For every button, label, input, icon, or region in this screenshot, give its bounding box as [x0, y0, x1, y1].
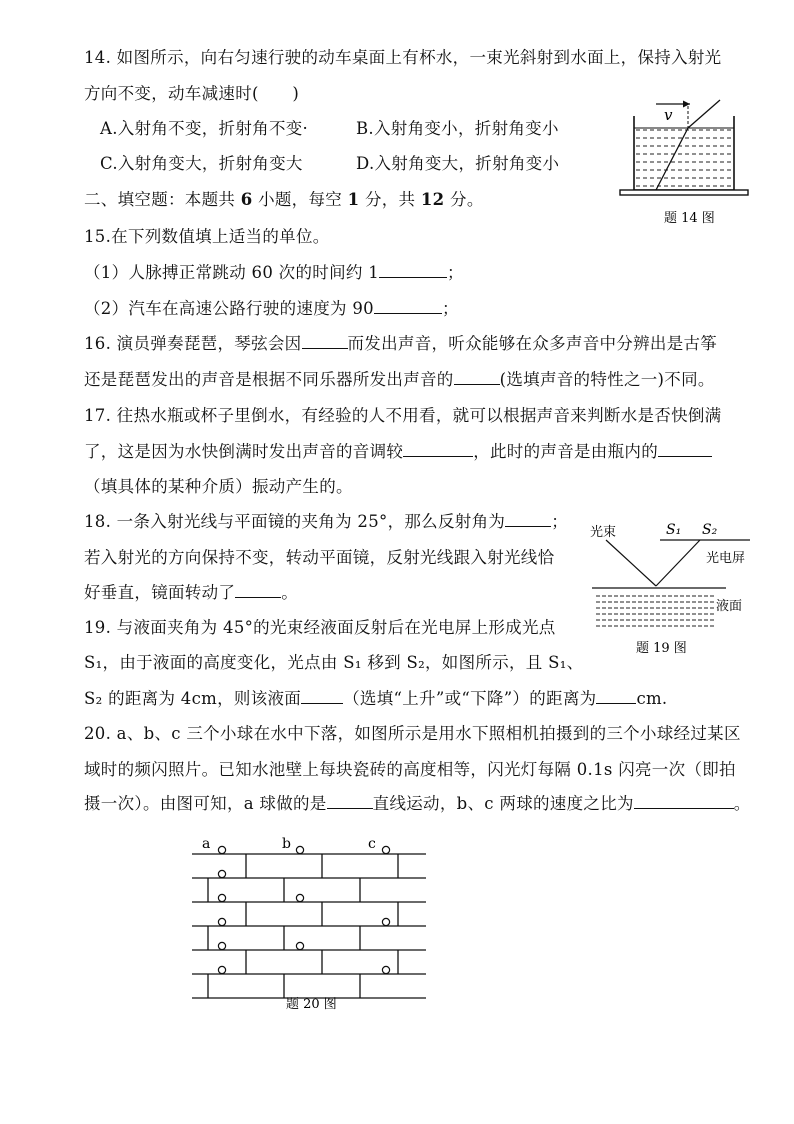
- ball-a: [218, 966, 225, 973]
- q18-text-c-end: 。: [281, 583, 299, 602]
- section-2-mid1: 小题，每空: [258, 190, 343, 209]
- figure-20: [190, 832, 440, 1022]
- ball-a: [218, 918, 225, 925]
- incident-beam: [606, 540, 656, 586]
- q19-text-c: S₂ 的距离为 4cm，则该液面: [84, 689, 302, 708]
- q15-item2-text: （2）汽车在高速公路行驶的速度为 90: [84, 299, 374, 318]
- q18-text-a: 18. 一条入射光线与平面镜的夹角为 25°，那么反射角为: [84, 512, 506, 531]
- q15-title: 15.在下列数值填上适当的单位。: [84, 227, 330, 246]
- figure-19-caption: 题 19 图: [636, 641, 687, 656]
- screen-label: 光电屏: [706, 551, 746, 566]
- q20-text-e: 。: [733, 794, 751, 813]
- section-2-prefix: 二、填空题：本题共: [84, 190, 236, 209]
- q15-item1: [84, 262, 464, 284]
- q18-line3: [84, 582, 298, 604]
- q17-text-c: ，此时的声音是由瓶内的: [473, 442, 659, 461]
- ball-c-label: c: [368, 836, 376, 852]
- tile-wall: [192, 854, 426, 998]
- ball-b: [296, 942, 303, 949]
- q19-blank-2[interactable]: [596, 689, 636, 704]
- q20-text-c: 摄一次）。由图可知，a 球做的是: [84, 794, 327, 813]
- section-2-count: 6: [240, 190, 253, 209]
- ball-a: [218, 870, 225, 877]
- ball-c: [382, 966, 389, 973]
- section-2-points: 1: [347, 190, 360, 209]
- section-2-heading: [84, 189, 484, 211]
- figure-14-caption: 题 14 图: [664, 211, 715, 226]
- q15-item2: [84, 298, 459, 320]
- figure-20-caption: 题 20 图: [286, 997, 337, 1012]
- ball-b: [296, 846, 303, 853]
- q20-text-d: 直线运动，b、c 两球的速度之比为: [372, 794, 634, 813]
- liquid-label: 液面: [716, 599, 743, 614]
- q14-option-c: C.入射角变大，折射角变大: [100, 154, 303, 173]
- section-2-suffix: 分。: [450, 190, 484, 209]
- q16-blank-2[interactable]: [454, 370, 500, 385]
- q16-text-d: (选填声音的特性之一)不同。: [499, 370, 715, 389]
- s2-label: S₂: [702, 522, 718, 538]
- beam-label: 光束: [590, 525, 617, 540]
- q15-blank-1[interactable]: [379, 263, 447, 278]
- ball-b-label: b: [282, 836, 291, 852]
- q17-blank-1[interactable]: [403, 442, 473, 457]
- q19-blank-1[interactable]: [301, 689, 343, 704]
- q17-line3: （填具体的某种介质）振动产生的。: [84, 477, 353, 496]
- q15-item1-end: ；: [447, 263, 464, 282]
- q16-line2: [84, 369, 715, 391]
- q19-line1: 19. 与液面夹角为 45°的光束经液面反射后在光电屏上形成光点: [84, 618, 556, 637]
- q17-line2: [84, 441, 712, 463]
- q18-text-c: 好垂直，镜面转动了: [84, 583, 236, 602]
- ball-positions: [218, 846, 389, 973]
- ball-c: [382, 846, 389, 853]
- ball-a: [218, 942, 225, 949]
- section-2-total: 12: [420, 190, 445, 209]
- q15-item2-end: ；: [441, 299, 459, 318]
- q18-blank-1[interactable]: [505, 512, 551, 527]
- section-2-mid2: 分，共: [364, 190, 416, 209]
- q15-item1-text: （1）人脉搏正常跳动 60 次的时间约 1: [84, 263, 380, 282]
- q17-blank-2[interactable]: [658, 442, 712, 457]
- s1-label: S₁: [666, 522, 682, 538]
- q18-line2: 若入射光的方向保持不变，转动平面镜，反射光线跟入射光线恰: [84, 548, 555, 567]
- q14-option-d: D.入射角变大，折射角变小: [356, 154, 560, 173]
- q14-option-b: B.入射角变小，折射角变小: [356, 119, 559, 138]
- cup: [634, 116, 734, 190]
- table: [620, 190, 748, 195]
- figure-14: [612, 94, 752, 234]
- q20-line3: [84, 793, 751, 815]
- figure-19: [586, 516, 766, 656]
- q15-blank-2[interactable]: [374, 299, 442, 314]
- ball-a-label: a: [202, 836, 211, 852]
- q20-line1: 20. a、b、c 三个小球在水中下落，如图所示是用水下照相机拍摄到的三个小球经过某区: [84, 724, 741, 743]
- ball-a: [218, 846, 225, 853]
- water: [636, 130, 732, 186]
- q16-text-b: 而发出声音，听众能够在众多声音中分辨出是古筝: [347, 334, 718, 353]
- q17-text-b: 了，这是因为水快倒满时发出声音的音调较: [84, 442, 404, 461]
- liquid: [596, 596, 716, 626]
- ball-b: [296, 894, 303, 901]
- q18-text-a-end: ；: [551, 512, 568, 531]
- ball-c: [382, 918, 389, 925]
- q20-line2: 域时的频闪照片。已知水池壁上每块瓷砖的高度相等，闪光灯每隔 0.1s 闪亮一次（即拍: [84, 760, 736, 779]
- q18-blank-2[interactable]: [235, 583, 281, 598]
- q16-text-c: 还是琵琶发出的声音是根据不同乐器所发出声音的: [84, 370, 454, 389]
- q17-line1: 17. 往热水瓶或杯子里倒水，有经验的人不用看，就可以根据声音来判断水是否快倒满: [84, 406, 722, 425]
- q20-blank-2[interactable]: [634, 794, 734, 809]
- q14-line1: 14. 如图所示，向右匀速行驶的动车桌面上有杯水，一束光斜射到水面上，保持入射光: [84, 48, 722, 67]
- incident-ray: [688, 100, 720, 128]
- q19-line2: S₁，由于液面的高度变化，光点由 S₁ 移到 S₂，如图所示，且 S₁、: [84, 653, 584, 672]
- q18-line1: [84, 511, 568, 533]
- q19-text-d: （选填“上升”或“下降”）的距离为: [343, 689, 597, 708]
- q19-text-e: cm.: [636, 689, 668, 708]
- reflected-beam: [656, 540, 700, 586]
- q20-blank-1[interactable]: [327, 794, 373, 809]
- ball-a: [218, 894, 225, 901]
- q19-line3: [84, 688, 667, 710]
- velocity-label: v: [664, 106, 673, 124]
- q14-option-a: A.入射角不变，折射角不变·: [100, 119, 309, 138]
- q14-line2: 方向不变，动车减速时( ): [84, 84, 300, 103]
- q16-line1: [84, 333, 717, 355]
- q16-blank-1[interactable]: [302, 334, 348, 349]
- refracted-ray: [656, 128, 688, 190]
- q16-text-a: 16. 演员弹奏琵琶，琴弦会因: [84, 334, 302, 353]
